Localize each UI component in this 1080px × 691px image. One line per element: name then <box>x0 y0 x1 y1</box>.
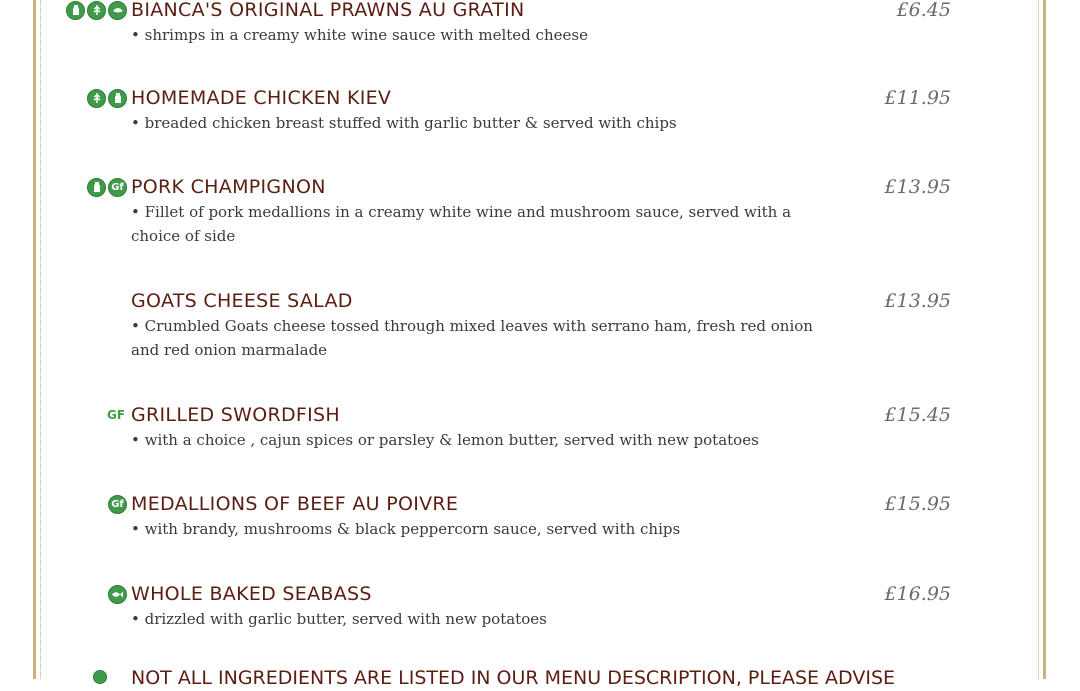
item-title: MEDALLIONS OF BEEF AU POIVRE <box>131 493 459 515</box>
item-price: £16.95 <box>884 583 951 605</box>
allergen-icons <box>87 177 127 197</box>
item-description: • drizzled with garlic butter, served with new potatoes <box>131 610 547 628</box>
gluten-free-icon <box>108 178 127 197</box>
gluten-free-label: Gf <box>111 181 124 193</box>
item-title: BIANCA'S ORIGINAL PRAWNS AU GRATIN <box>131 0 525 21</box>
wheat-icon <box>87 1 106 20</box>
item-description: • shrimps in a creamy white wine sauce with melted cheese <box>131 26 588 44</box>
allergen-notice: NOT ALL INGREDIENTS ARE LISTED IN OUR MENU DESCRIPTION, PLEASE ADVISE <box>131 667 896 689</box>
item-title: GRILLED SWORDFISH <box>131 404 340 426</box>
item-title: HOMEMADE CHICKEN KIEV <box>131 87 392 109</box>
milk-icon <box>66 1 85 20</box>
item-price: £15.45 <box>884 404 951 426</box>
fish-icon <box>108 585 127 604</box>
wheat-icon <box>93 670 107 684</box>
wheat-icon <box>87 89 106 108</box>
gluten-free-text-icon <box>105 406 127 425</box>
allergen-icons <box>66 0 127 20</box>
allergen-icons <box>108 584 127 604</box>
item-price: £11.95 <box>884 87 951 109</box>
item-description: • with brandy, mushrooms & black peppercorn sauce, served with chips <box>131 520 681 538</box>
milk-icon <box>87 178 106 197</box>
allergen-icons <box>87 88 127 108</box>
gluten-free-text-label: GF <box>106 408 126 422</box>
item-price: £15.95 <box>884 493 951 515</box>
allergen-icons <box>108 494 127 514</box>
gluten-free-label: Gf <box>111 498 124 510</box>
item-title: GOATS CHEESE SALAD <box>131 290 353 312</box>
item-title: WHOLE BAKED SEABASS <box>131 583 372 605</box>
item-description: • Fillet of pork medallions in a creamy white wine and mushroom sauce, served with a choice of side <box>131 203 792 245</box>
allergen-icons <box>105 405 127 425</box>
item-price: £13.95 <box>884 290 951 312</box>
item-description: • with a choice , cajun spices or parsley & lemon butter, served with new potatoes <box>131 431 759 449</box>
crustacean-icon <box>108 1 127 20</box>
item-price: £13.95 <box>884 176 951 198</box>
item-price: £6.45 <box>896 0 951 21</box>
item-title: PORK CHAMPIGNON <box>131 176 326 198</box>
footer-allergen-icons <box>93 670 107 684</box>
gluten-free-icon <box>108 495 127 514</box>
item-description: • breaded chicken breast stuffed with garlic butter & served with chips <box>131 114 677 132</box>
item-description: • Crumbled Goats cheese tossed through mixed leaves with serrano ham, fresh red onion and red onion marmalade <box>131 317 813 359</box>
milk-icon <box>108 89 127 108</box>
